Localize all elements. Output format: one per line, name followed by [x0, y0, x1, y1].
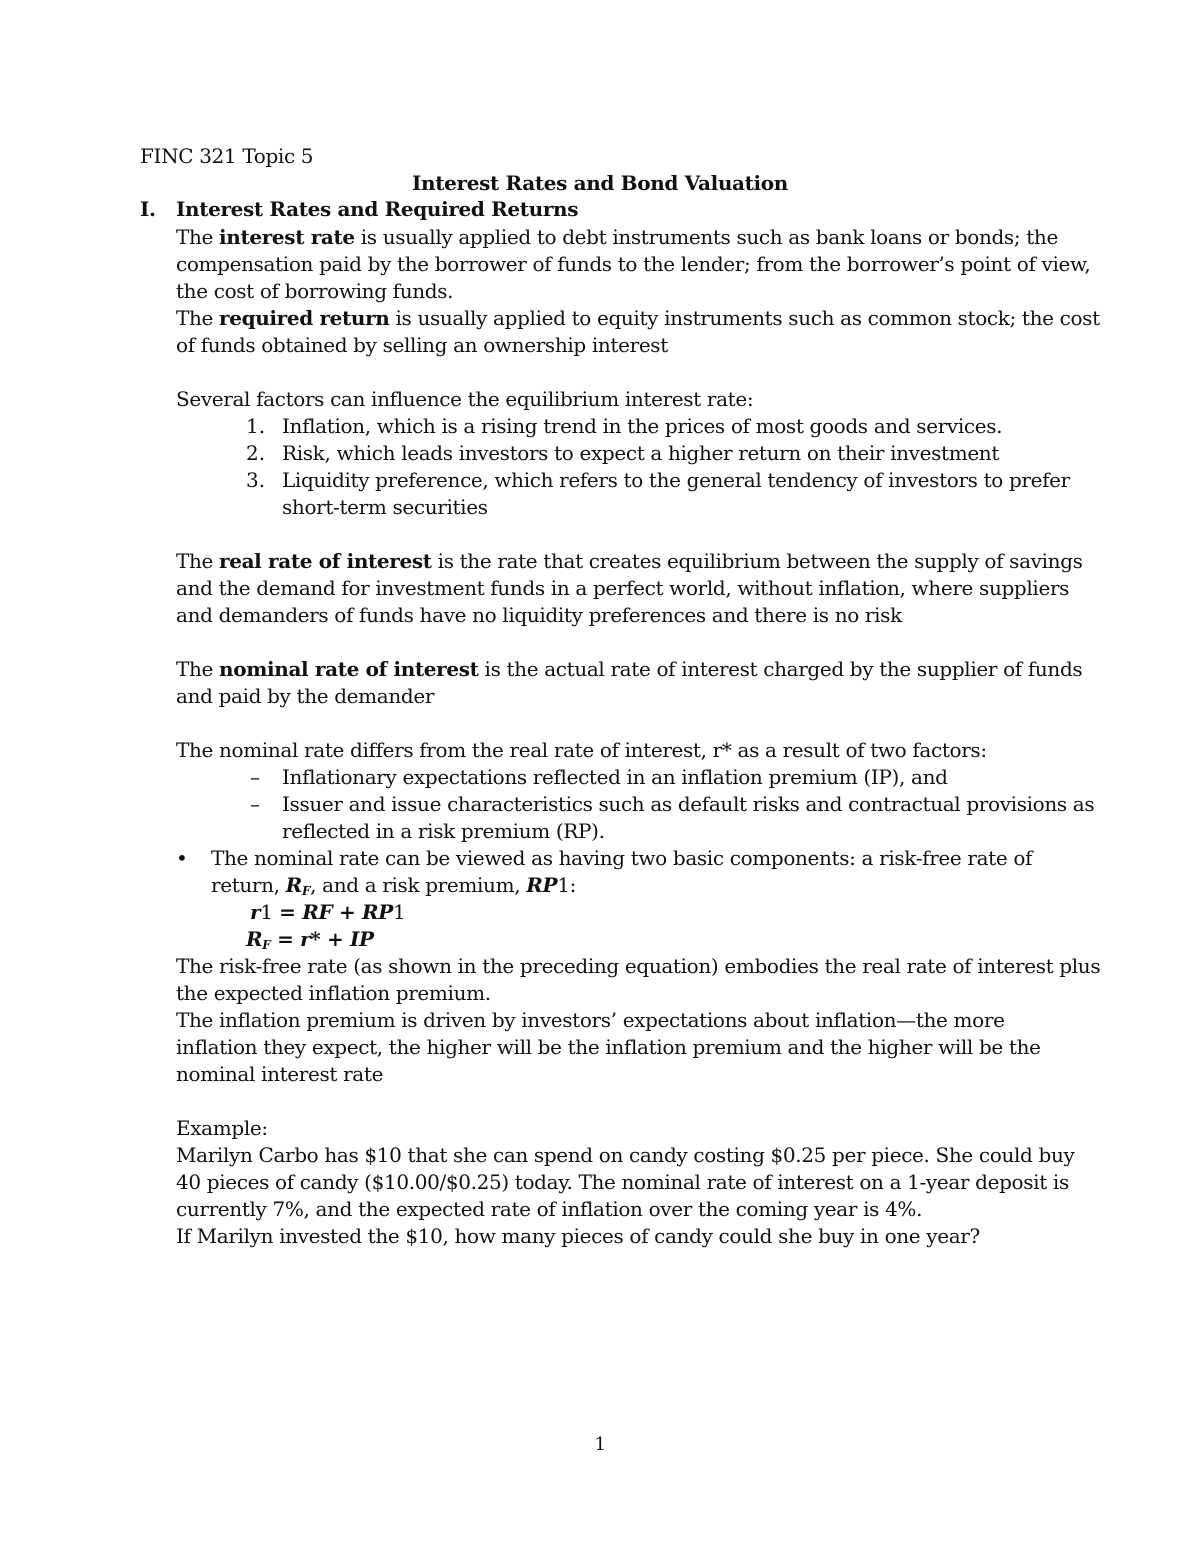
eq-lhs-subscript: F — [262, 938, 271, 952]
risk-free-explanation-line2: the expected inflation premium. — [176, 981, 491, 1005]
eq-lhs-subscript: 1 — [260, 900, 273, 924]
interest-rate-definition-line2: compensation paid by the borrower of funds to the lender; from the borrower’s point of view, — [176, 252, 1091, 276]
dash-marker: – — [250, 765, 260, 789]
example-line3: currently 7%, and the expected rate of inflation over the coming year is 4%. — [176, 1197, 923, 1221]
interest-rate-definition-line3: the cost of borrowing funds. — [176, 279, 454, 303]
eq-term-ip: IP — [350, 927, 374, 951]
factors-intro: Several factors can influence the equilibrium interest rate: — [176, 387, 754, 411]
symbol-rf — [286, 873, 310, 897]
example-label: Example: — [176, 1116, 268, 1140]
dash-marker: – — [250, 792, 260, 816]
inflation-premium-line3: nominal interest rate — [176, 1062, 384, 1086]
eq-term-rp-subscript: 1 — [392, 900, 406, 924]
text-run: The — [176, 225, 220, 249]
term-real-rate: real rate of interest — [219, 549, 432, 573]
required-return-definition-line2: of funds obtained by selling an ownership interest — [176, 333, 668, 357]
list-number: 2. — [246, 441, 266, 465]
eq-plus: + — [332, 900, 362, 924]
document-title: Interest Rates and Bond Valuation — [412, 171, 788, 195]
page-number: 1 — [594, 1434, 606, 1455]
term-interest-rate: interest rate — [219, 225, 355, 249]
symbol-letter: R — [285, 873, 302, 897]
term-required-return: required return — [219, 306, 390, 330]
eq-term-rf: RF — [302, 900, 333, 924]
eq-equals: = — [270, 927, 301, 951]
symbol-rp — [526, 873, 569, 897]
course-header: FINC 321 Topic 5 — [140, 144, 314, 168]
symbol-letter: RP — [526, 873, 558, 897]
text-run: is usually applied to equity instruments such as common stock; the cost — [389, 306, 1100, 330]
symbol-subscript: F — [301, 884, 311, 898]
inflation-premium-line2: inflation they expect, the higher will be the inflation premium and the higher will be the — [176, 1035, 1041, 1059]
eq-lhs: R — [246, 927, 263, 951]
bullet-components-line2 — [211, 872, 576, 899]
real-rate-definition-line3: and demanders of funds have no liquidity preferences and there is no risk — [176, 603, 902, 627]
eq-lhs: r — [250, 900, 261, 924]
text-run: , and a risk premium, — [310, 873, 527, 897]
nominal-differs-text: The nominal rate differs from the real rate of interest, r* as a result of two factors: — [176, 738, 987, 762]
dash-item-issuer-characteristics-line2: reflected in a risk premium (RP). — [282, 819, 605, 843]
text-run: is usually applied to debt instruments such as bank loans or bonds; the — [354, 225, 1058, 249]
symbol-subscript: 1 — [557, 873, 570, 897]
bullet-marker: • — [176, 846, 188, 870]
eq-term-rp: RP — [361, 900, 393, 924]
eq-plus: + — [320, 927, 351, 951]
factor-risk: Risk, which leads investors to expect a higher return on their investment — [282, 441, 1000, 465]
nominal-rate-definition-line1 — [176, 656, 1082, 683]
section-number: I. — [140, 197, 156, 221]
text-run: is the actual rate of interest charged by the supplier of funds — [478, 657, 1083, 681]
section-heading: Interest Rates and Required Returns — [176, 197, 579, 221]
text-run: The — [176, 549, 220, 573]
real-rate-definition-line1 — [176, 548, 1083, 575]
inflation-premium-line1: The inflation premium is driven by investors’ expectations about inflation—the more — [176, 1008, 1005, 1032]
real-rate-definition-line2: and the demand for investment funds in a perfect world, without inflation, where suppliers — [176, 576, 1070, 600]
example-question: If Marilyn invested the $10, how many pieces of candy could she buy in one year? — [176, 1224, 980, 1248]
text-run: is the rate that creates equilibrium between the supply of savings — [431, 549, 1083, 573]
factor-liquidity-line1: Liquidity preference, which refers to the general tendency of investors to prefer — [282, 468, 1070, 492]
equation-risk-free-rate — [246, 926, 374, 953]
text-run: return, — [211, 873, 286, 897]
dash-item-issuer-characteristics-line1: Issuer and issue characteristics such as default risks and contractual provisions as — [282, 792, 1095, 816]
term-nominal-rate: nominal rate of interest — [219, 657, 479, 681]
list-number: 3. — [246, 468, 266, 492]
risk-free-explanation-line1: The risk-free rate (as shown in the preceding equation) embodies the real rate of interest plus — [176, 954, 1101, 978]
equation-nominal-rate — [250, 899, 405, 926]
text-run: : — [569, 873, 576, 897]
list-number: 1. — [246, 414, 266, 438]
example-line1: Marilyn Carbo has $10 that she can spend on candy costing $0.25 per piece. She could buy — [176, 1143, 1075, 1167]
factor-inflation: Inflation, which is a rising trend in the prices of most goods and services. — [282, 414, 1003, 438]
nominal-rate-definition-line2: and paid by the demander — [176, 684, 435, 708]
eq-equals: = — [272, 900, 303, 924]
eq-term-real-rate: r* — [300, 927, 321, 951]
bullet-components-line1: The nominal rate can be viewed as having two basic components: a risk-free rate of — [211, 846, 1033, 870]
required-return-definition-line1 — [176, 305, 1100, 332]
example-line2: 40 pieces of candy ($10.00/$0.25) today. The nominal rate of interest on a 1-year deposit is — [176, 1170, 1069, 1194]
interest-rate-definition-line1 — [176, 224, 1058, 251]
dash-item-inflationary-expectations: Inflationary expectations reflected in an inflation premium (IP), and — [282, 765, 948, 789]
text-run: The — [176, 306, 220, 330]
text-run: The — [176, 657, 220, 681]
factor-liquidity-line2: short-term securities — [282, 495, 488, 519]
